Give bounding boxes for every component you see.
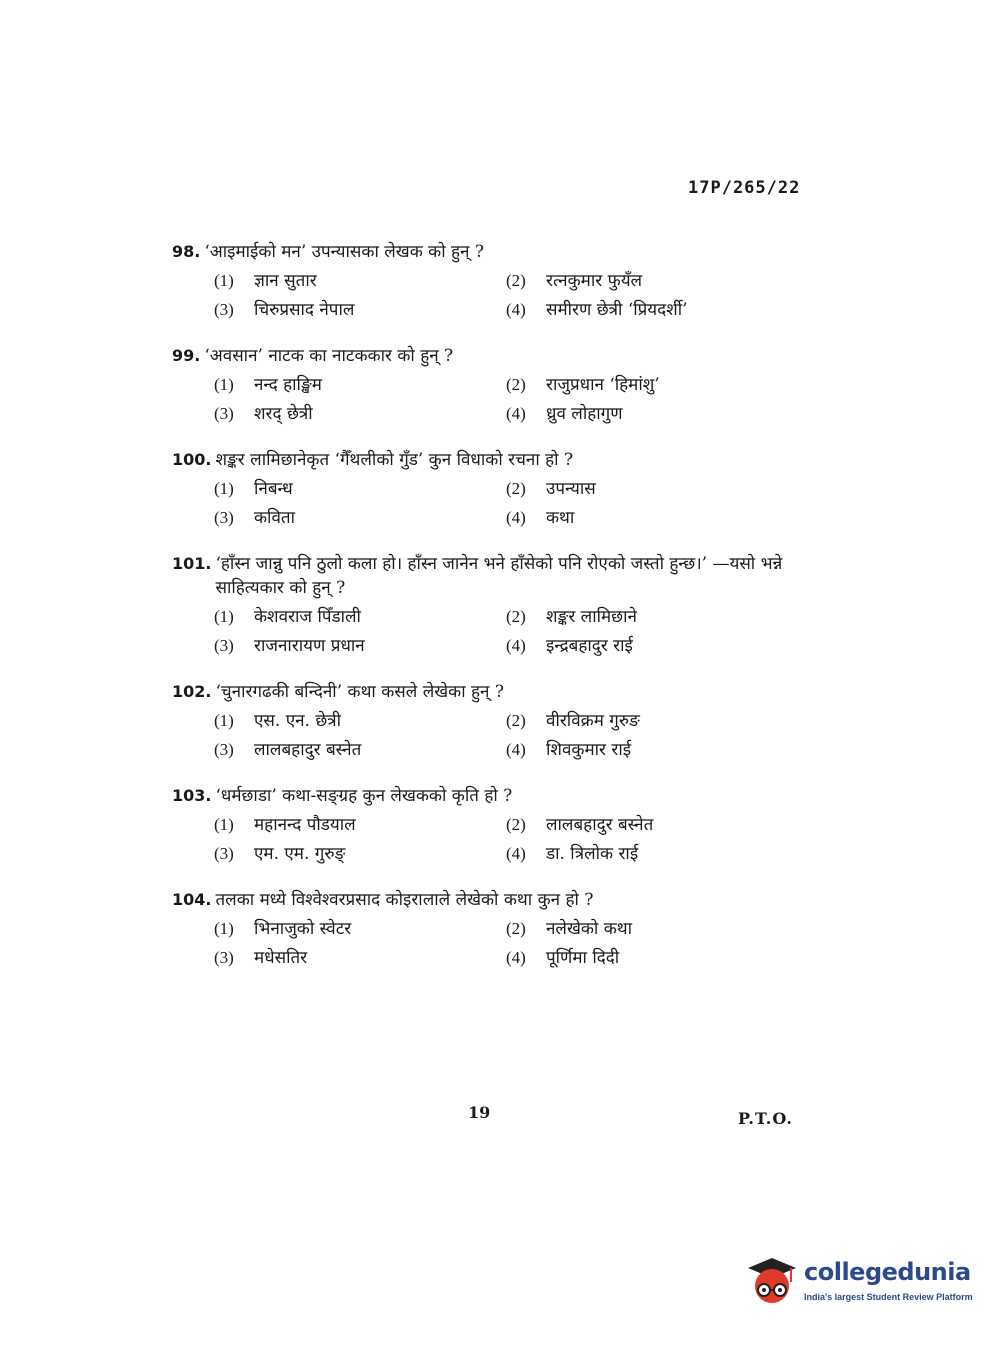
option-3 xyxy=(214,737,506,763)
option-number: (2) xyxy=(506,919,526,938)
option-2 xyxy=(506,268,806,294)
option-text: एम. एम. गुरुङ् xyxy=(254,844,346,864)
option-number: (3) xyxy=(214,508,234,527)
option-number: (3) xyxy=(214,404,234,423)
question-text: ‘हाँस्न जान्नु पनि ठुलो कला हो। हाँस्न जानेन भने हाँसेको पनि रोएको जस्तो हुन्छ।’ —यसो भन्ने साहित्यकार को हुन् ? xyxy=(215,554,783,598)
question-103 xyxy=(172,784,812,867)
option-4 xyxy=(506,737,806,763)
option-number: (1) xyxy=(214,271,234,290)
question-102 xyxy=(172,680,812,763)
question-101 xyxy=(172,552,812,659)
option-2 xyxy=(506,604,806,630)
option-text: शङ्कर लामिछाने xyxy=(546,607,637,627)
option-number: (4) xyxy=(506,636,526,655)
option-number: (3) xyxy=(214,636,234,655)
option-1 xyxy=(214,708,506,734)
question-text: ‘चुनारगढकी बन्दिनी’ कथा कसले लेखेका हुन् ? xyxy=(215,682,504,702)
option-2 xyxy=(506,372,806,398)
option-number: (1) xyxy=(214,607,234,626)
question-99 xyxy=(172,344,812,427)
option-text: महानन्द पौडयाल xyxy=(254,815,356,835)
question-text: तलका मध्ये विश्वेश्वरप्रसाद कोइरालाले लेखेको कथा कुन हो ? xyxy=(215,890,594,910)
question-text: ‘अवसान’ नाटक का नाटककार को हुन् ? xyxy=(204,346,454,366)
option-4 xyxy=(506,633,806,659)
option-text: ज्ञान सुतार xyxy=(254,271,317,291)
option-3 xyxy=(214,297,506,323)
question-number: 101. xyxy=(172,554,212,573)
option-text: राजुप्रधान ‘हिमांशु’ xyxy=(546,375,660,395)
option-2 xyxy=(506,812,806,838)
option-number: (4) xyxy=(506,740,526,759)
option-number: (3) xyxy=(214,740,234,759)
option-number: (3) xyxy=(214,300,234,319)
option-text: एस. एन. छेत्री xyxy=(254,711,342,731)
option-text: लालबहादुर बस्नेत xyxy=(254,740,362,760)
question-number: 98. xyxy=(172,242,201,261)
option-1 xyxy=(214,476,506,502)
question-list xyxy=(172,240,812,992)
paper-code: 17P/265/22 xyxy=(688,178,801,198)
question-text: शङ्कर लामिछानेकृत ‘गैँथलीको गुँड’ कुन विधाको रचना हो ? xyxy=(215,450,574,470)
question-98 xyxy=(172,240,812,323)
option-number: (1) xyxy=(214,919,234,938)
option-number: (1) xyxy=(214,479,234,498)
option-number: (2) xyxy=(506,607,526,626)
option-1 xyxy=(214,268,506,294)
option-text: इन्द्रबहादुर राई xyxy=(546,636,633,656)
option-3 xyxy=(214,505,506,531)
option-text: निबन्ध xyxy=(254,479,293,499)
option-text: लालबहादुर बस्नेत xyxy=(546,815,654,835)
option-text: कविता xyxy=(254,508,296,528)
option-number: (2) xyxy=(506,711,526,730)
question-number: 102. xyxy=(172,682,212,701)
option-4 xyxy=(506,297,806,323)
question-100 xyxy=(172,448,812,531)
option-text: राजनारायण प्रधान xyxy=(254,636,365,656)
option-number: (1) xyxy=(214,711,234,730)
option-text: पूर्णिमा दिदी xyxy=(546,948,620,968)
option-number: (2) xyxy=(506,815,526,834)
question-number: 103. xyxy=(172,786,212,805)
option-number: (1) xyxy=(214,815,234,834)
option-4 xyxy=(506,505,806,531)
option-number: (4) xyxy=(506,948,526,967)
option-3 xyxy=(214,633,506,659)
option-text: शिवकुमार राई xyxy=(546,740,632,760)
option-number: (4) xyxy=(506,300,526,319)
question-number: 100. xyxy=(172,450,212,469)
option-3 xyxy=(214,841,506,867)
question-number: 104. xyxy=(172,890,212,909)
option-text: भिनाजुको स्वेटर xyxy=(254,919,352,939)
option-4 xyxy=(506,945,806,971)
option-number: (4) xyxy=(506,508,526,527)
option-4 xyxy=(506,841,806,867)
page-number: 19 xyxy=(468,1103,491,1122)
option-2 xyxy=(506,708,806,734)
option-number: (3) xyxy=(214,948,234,967)
option-text: कथा xyxy=(546,508,575,528)
option-2 xyxy=(506,476,806,502)
option-text: उपन्यास xyxy=(546,479,596,499)
option-1 xyxy=(214,812,506,838)
option-3 xyxy=(214,401,506,427)
option-text: डा. त्रिलोक राई xyxy=(546,844,639,864)
option-1 xyxy=(214,604,506,630)
option-number: (2) xyxy=(506,271,526,290)
option-number: (1) xyxy=(214,375,234,394)
option-number: (3) xyxy=(214,844,234,863)
brand-tagline: India's largest Student Review Platform xyxy=(804,1292,973,1302)
option-text: समीरण छेत्री ‘प्रियदर्शी’ xyxy=(546,300,688,320)
option-1 xyxy=(214,916,506,942)
option-text: नलेखेको कथा xyxy=(546,919,633,939)
question-text: ‘आइमाईको मन’ उपन्यासका लेखक को हुन् ? xyxy=(204,242,484,262)
option-text: रत्नकुमार फुयँल xyxy=(546,271,643,291)
question-number: 99. xyxy=(172,346,201,365)
option-1 xyxy=(214,372,506,398)
option-text: ध्रुव लोहागुण xyxy=(546,404,623,424)
option-4 xyxy=(506,401,806,427)
option-text: चिरुप्रसाद नेपाल xyxy=(254,300,355,320)
option-number: (4) xyxy=(506,844,526,863)
option-text: शरद् छेत्री xyxy=(254,404,313,424)
option-number: (2) xyxy=(506,479,526,498)
mascot-icon xyxy=(742,1252,800,1310)
pto-label: P.T.O. xyxy=(738,1109,793,1128)
option-2 xyxy=(506,916,806,942)
option-number: (4) xyxy=(506,404,526,423)
question-text: ‘धर्मछाडा’ कथा-सङ्ग्रह कुन लेखकको कृति हो ? xyxy=(215,786,513,806)
collegedunia-watermark xyxy=(742,1252,972,1312)
option-text: नन्द हाङ्खिम xyxy=(254,375,322,395)
question-104 xyxy=(172,888,812,971)
option-3 xyxy=(214,945,506,971)
option-text: केशवराज पिँडाली xyxy=(254,607,361,627)
option-text: मधेसतिर xyxy=(254,948,308,968)
brand-name: collegedunia xyxy=(804,1258,971,1286)
option-number: (2) xyxy=(506,375,526,394)
option-text: वीरविक्रम गुरुङ xyxy=(546,711,640,731)
